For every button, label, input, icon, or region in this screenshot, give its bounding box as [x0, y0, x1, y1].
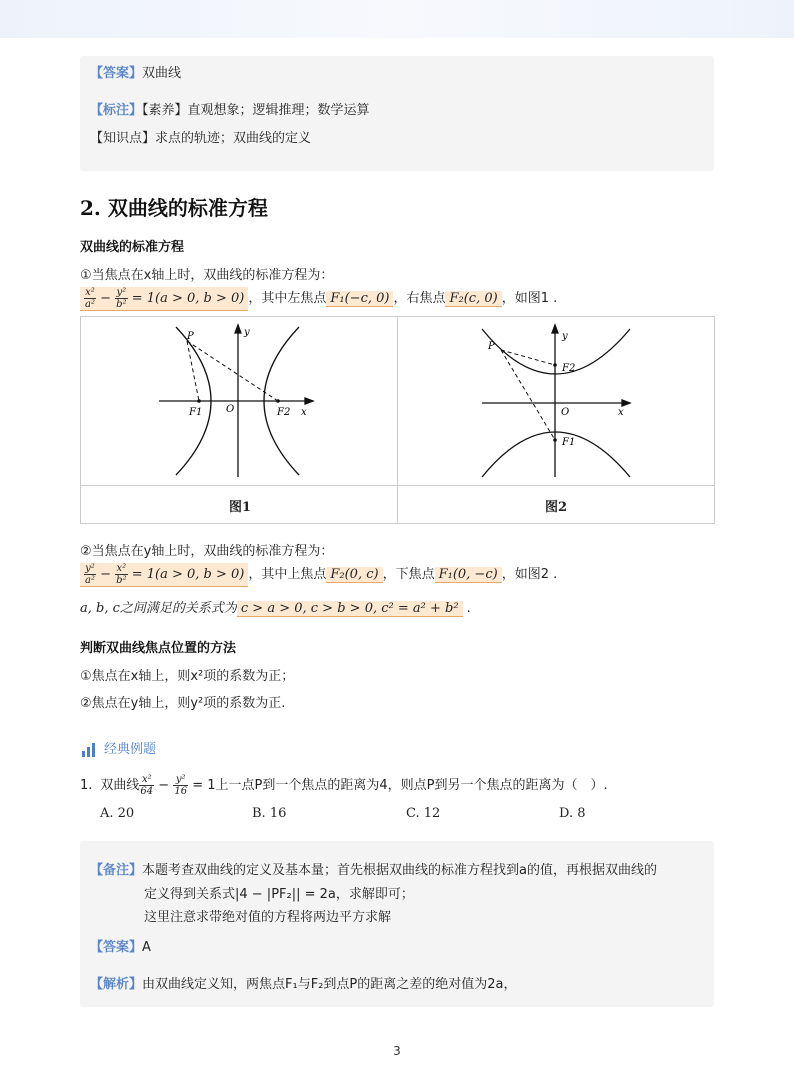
item1-mid2: ，右焦点: [393, 291, 446, 306]
answer-box: [80, 56, 714, 171]
item1-equation-line: [80, 287, 557, 311]
item1-mid1: ，其中左焦点: [248, 291, 327, 306]
analysis-text: 由双曲线定义知，两焦点F₁与F₂到点P的距离之差的绝对值为2a，: [142, 977, 517, 992]
bar-chart-icon: [82, 743, 96, 757]
fig1-label-y: y: [244, 327, 250, 338]
item2-mid2: ，下焦点: [382, 567, 435, 582]
remark-line2: 定义得到关系式|4 − |PF₂|| = 2a，求解即可；: [144, 887, 414, 902]
option-a[interactable]: A. 20: [100, 806, 135, 821]
fig1-label-x: x: [301, 407, 307, 418]
item2-tail: ，如图2 .: [501, 567, 558, 582]
upper-focus-fill: F₂(0, c): [326, 567, 382, 583]
right-focus-fill: F₂(c, 0): [445, 291, 501, 307]
answer2-tag: 【答案】: [90, 940, 143, 955]
answer-text: 双曲线: [142, 66, 182, 81]
rule1: ①焦点在x轴上，则x²项的系数为正；: [80, 669, 295, 684]
item1-tail: ，如图1 .: [501, 291, 558, 306]
item2-mid1: ，其中上焦点: [248, 567, 327, 582]
fig2-label-y: y: [562, 331, 568, 342]
item1-lead: ①当焦点在x轴上时，双曲线的标准方程为：: [80, 268, 334, 283]
question-line: 1. 双曲线 $\frac{\text{x²}}{64}$ − $\frac{\text{y²}}{16}$ = 1上一点P到一个焦点的距离为4，则点P到另一个焦点的距离为（ ）.: [80, 774, 608, 797]
question-number: 1.: [80, 778, 93, 793]
figure-2: [398, 317, 714, 485]
example-header: [82, 738, 156, 757]
fig1-label-p: P: [187, 331, 194, 342]
item1-equation-fill: $\frac{\text{x²}}{\text{a²}}$ − $\frac{\text{y²}}{\text{b²}}$ = 1(a > 0, b > 0): [80, 287, 248, 311]
remark-tag: 【备注】: [90, 863, 143, 878]
answer-tag: 【答案】: [90, 66, 143, 81]
relation-lead: a, b, c之间满足的关系式为: [80, 601, 237, 616]
analysis-tag: 【解析】: [90, 977, 143, 992]
section-title: 2. 双曲线的标准方程: [80, 196, 268, 220]
remark-line1: 本题考查双曲线的定义及基本量；首先根据双曲线的标准方程找到a的值，再根据双曲线的: [142, 863, 657, 878]
item2-lead: ②当焦点在y轴上时，双曲线的标准方程为：: [80, 544, 334, 559]
fig2-label-x: x: [618, 407, 624, 418]
figure-table: [80, 316, 715, 524]
fig2-label-f2: F2: [562, 363, 576, 374]
subhead-focus-method: 判断双曲线焦点位置的方法: [80, 641, 237, 656]
rule2: ②焦点在y轴上，则y²项的系数为正.: [80, 696, 286, 711]
relation-fill: c > a > 0, c > b > 0, c² = a² + b²: [237, 601, 463, 617]
question-post: = 1上一点P到一个焦点的距离为4，则点P到另一个焦点的距离为（ ）.: [192, 778, 608, 793]
fig2-label-f1: F1: [562, 437, 576, 448]
example-header-text: 经典例题: [104, 742, 157, 757]
page-number: 3: [393, 1044, 401, 1058]
knowledge-point: 【知识点】求点的轨迹；双曲线的定义: [90, 131, 312, 146]
remark-line3: 这里注意求带绝对值的方程将两边平方求解: [144, 910, 392, 925]
fig1-caption: 图1: [229, 500, 252, 515]
figure-1: [81, 317, 397, 485]
top-banner: [0, 0, 794, 38]
answer2-text: A: [142, 940, 151, 955]
relation-line: [80, 597, 471, 617]
note-tag: 【标注】: [90, 103, 143, 118]
left-focus-fill: F₁(−c, 0): [326, 291, 393, 307]
item2-equation-fill: $\frac{\text{y²}}{\text{a²}}$ − $\frac{\text{x²}}{\text{b²}}$ = 1(a > 0, b > 0): [80, 563, 248, 587]
question-pre: 双曲线: [100, 778, 140, 793]
fig2-caption: 图2: [545, 500, 568, 515]
option-b[interactable]: B. 16: [252, 806, 287, 821]
fig1-label-f1: F1: [189, 407, 203, 418]
fig2-label-p: P: [488, 341, 495, 352]
solution-box: [80, 841, 714, 1007]
item2-equation-line: [80, 563, 557, 587]
option-c[interactable]: C. 12: [406, 806, 441, 821]
relation-tail: .: [462, 601, 471, 616]
fig1-label-f2: F2: [277, 407, 291, 418]
option-d[interactable]: D. 8: [559, 806, 586, 821]
subhead-standard-equation: 双曲线的标准方程: [80, 240, 185, 255]
lower-focus-fill: F₁(0, −c): [435, 567, 502, 583]
note-text: 【素养】直观想象；逻辑推理；数学运算: [142, 103, 370, 118]
figure-caption-row: [81, 485, 714, 524]
fig1-label-o: O: [226, 404, 235, 415]
fig2-label-o: O: [561, 407, 570, 418]
